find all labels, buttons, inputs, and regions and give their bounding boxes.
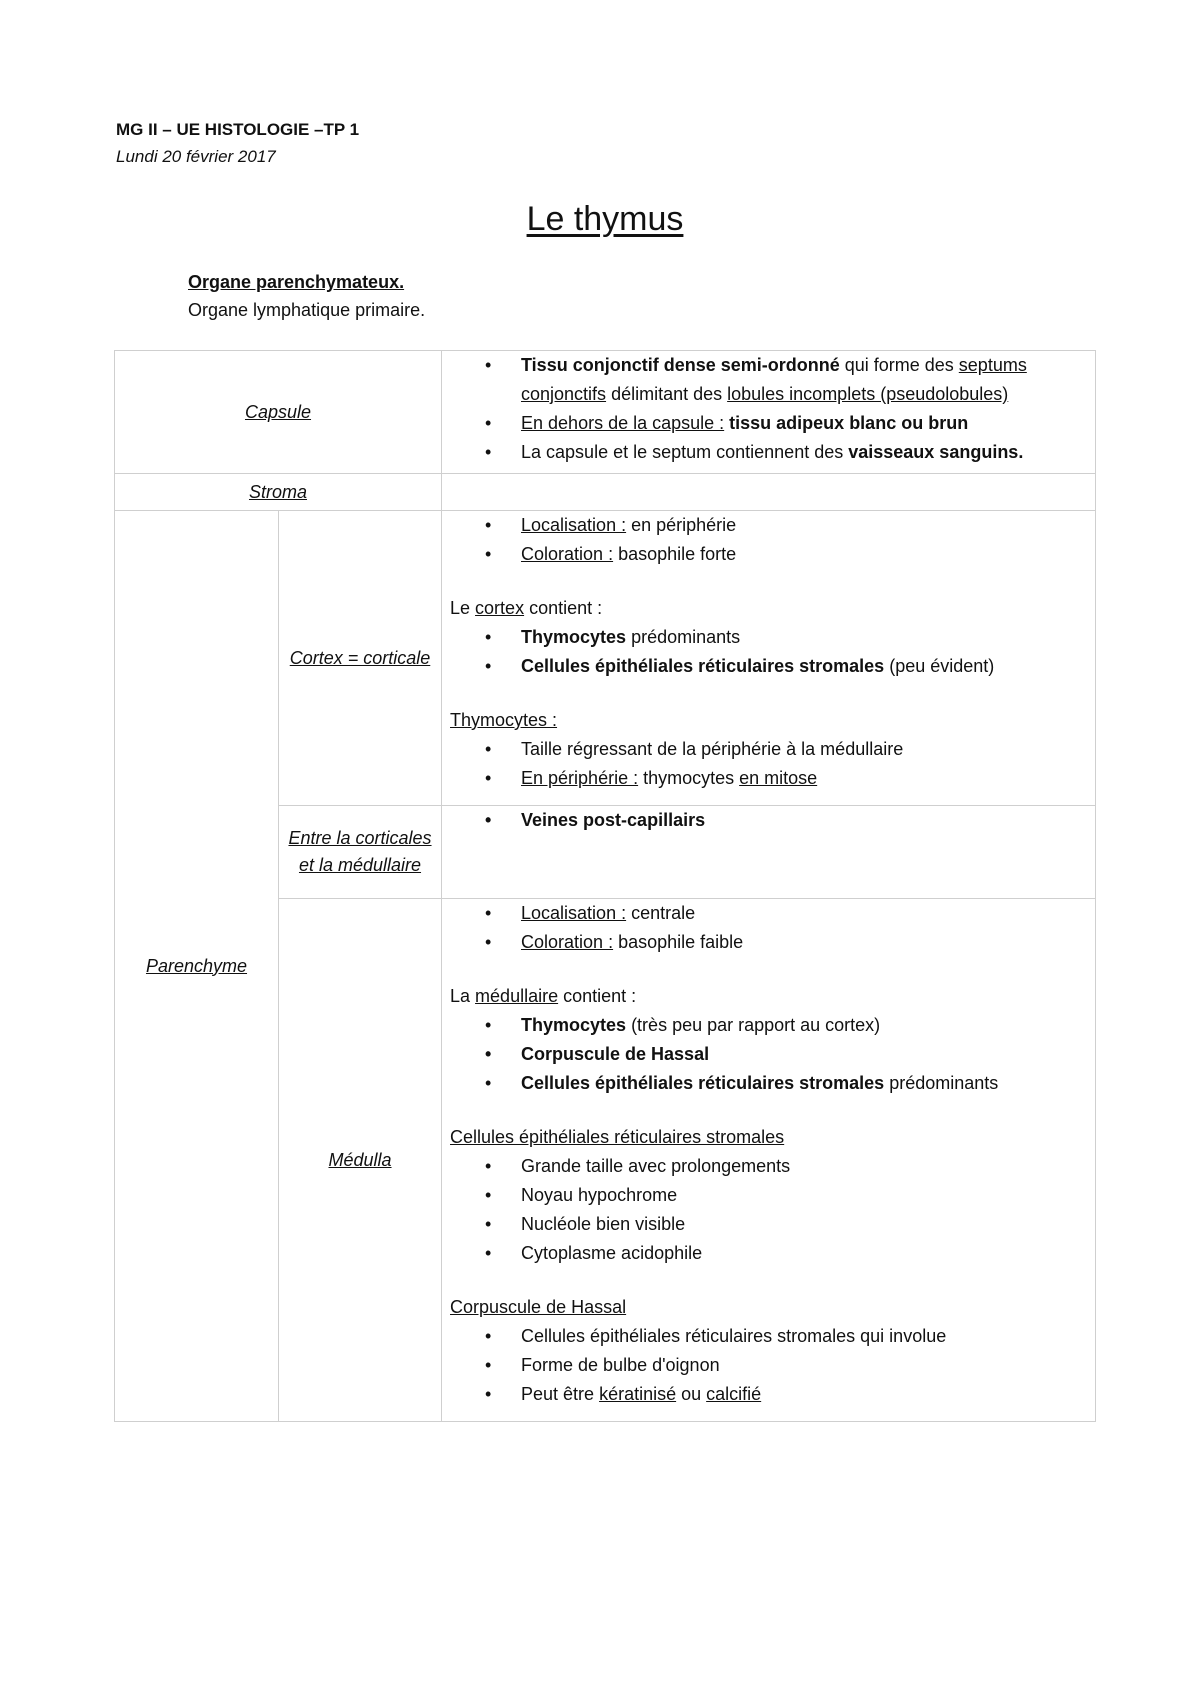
parenchyme-label: Parenchyme (115, 511, 279, 1422)
cortex-content (442, 511, 1096, 806)
list-item: • Localisation : centrale (521, 899, 1095, 928)
list-item: • Localisation : en périphérie (521, 511, 1095, 540)
course-header: MG II – UE HISTOLOGIE –TP 1 (116, 120, 360, 139)
list-item: • Nucléole bien visible (521, 1210, 1095, 1239)
list-item: • Tissu conjonctif dense semi-ordonné qui forme des septums conjonctifs délimitant des lobules incomplets (pseudolobules) (521, 351, 1095, 409)
medulla-label: Médulla (279, 899, 442, 1422)
date-line: Lundi 20 février 2017 (116, 147, 276, 166)
cells-heading: Cellules épithéliales réticulaires stromales (450, 1127, 785, 1147)
thymus-table (114, 350, 1096, 1422)
list-item: • Coloration : basophile forte (521, 540, 1095, 569)
hassal-list (448, 1322, 1095, 1409)
cortex-label: Cortex = corticale (279, 511, 442, 806)
list-item: • Cellules épithéliales réticulaires stromales prédominants (521, 1069, 1095, 1098)
list-item: • Thymocytes (très peu par rapport au cortex) (521, 1011, 1095, 1040)
between-content (442, 806, 1096, 899)
thymocytes-heading: Thymocytes : (450, 710, 558, 730)
list-item: • Noyau hypochrome (521, 1181, 1095, 1210)
list-item: • En dehors de la capsule : tissu adipeux blanc ou brun (521, 409, 1095, 438)
list-item: • Cellules épithéliales réticulaires stromales (peu évident) (521, 652, 1095, 681)
list-item: • Grande taille avec prolongements (521, 1152, 1095, 1181)
medulla-list (448, 899, 1095, 957)
list-item: • Cytoplasme acidophile (521, 1239, 1095, 1268)
stroma-content (442, 474, 1096, 511)
thymocytes-list (448, 735, 1095, 793)
stroma-row (115, 474, 1096, 511)
list-item: • En périphérie : thymocytes en mitose (521, 764, 1095, 793)
list-item: • Thymocytes prédominants (521, 623, 1095, 652)
medulla-content (442, 899, 1096, 1422)
capsule-row (115, 351, 1096, 474)
intro-line-1: Organe parenchymateux. (188, 272, 405, 292)
cortex-list (448, 511, 1095, 569)
cortex-row (115, 511, 1096, 806)
list-item: • Taille régressant de la périphérie à la médullaire (521, 735, 1095, 764)
hassal-heading: Corpuscule de Hassal (450, 1297, 627, 1317)
medulla-contains: La médullaire contient : (450, 986, 637, 1006)
list-item: • La capsule et le septum contiennent des vaisseaux sanguins. (521, 438, 1095, 467)
list-item: • Veines post-capillairs (521, 806, 1095, 835)
intro-line-2: Organe lymphatique primaire. (188, 300, 426, 320)
list-item: • Coloration : basophile faible (521, 928, 1095, 957)
stroma-label: Stroma (115, 474, 442, 511)
capsule-content (442, 351, 1096, 474)
list-item: • Cellules épithéliales réticulaires stromales qui involue (521, 1322, 1095, 1351)
medulla-contents-list (448, 1011, 1095, 1098)
capsule-label: Capsule (115, 351, 442, 474)
list-item: • Peut être kératinisé ou calcifié (521, 1380, 1095, 1409)
page-title: Le thymus (526, 200, 684, 238)
cortex-contents-list (448, 623, 1095, 681)
between-label: Entre la corticales et la médullaire (279, 806, 442, 899)
between-list (448, 806, 1095, 835)
list-item: • Corpuscule de Hassal (521, 1040, 1095, 1069)
list-item: • Forme de bulbe d'oignon (521, 1351, 1095, 1380)
cells-list (448, 1152, 1095, 1268)
cortex-contains: Le cortex contient : (450, 598, 603, 618)
capsule-list (448, 351, 1095, 467)
